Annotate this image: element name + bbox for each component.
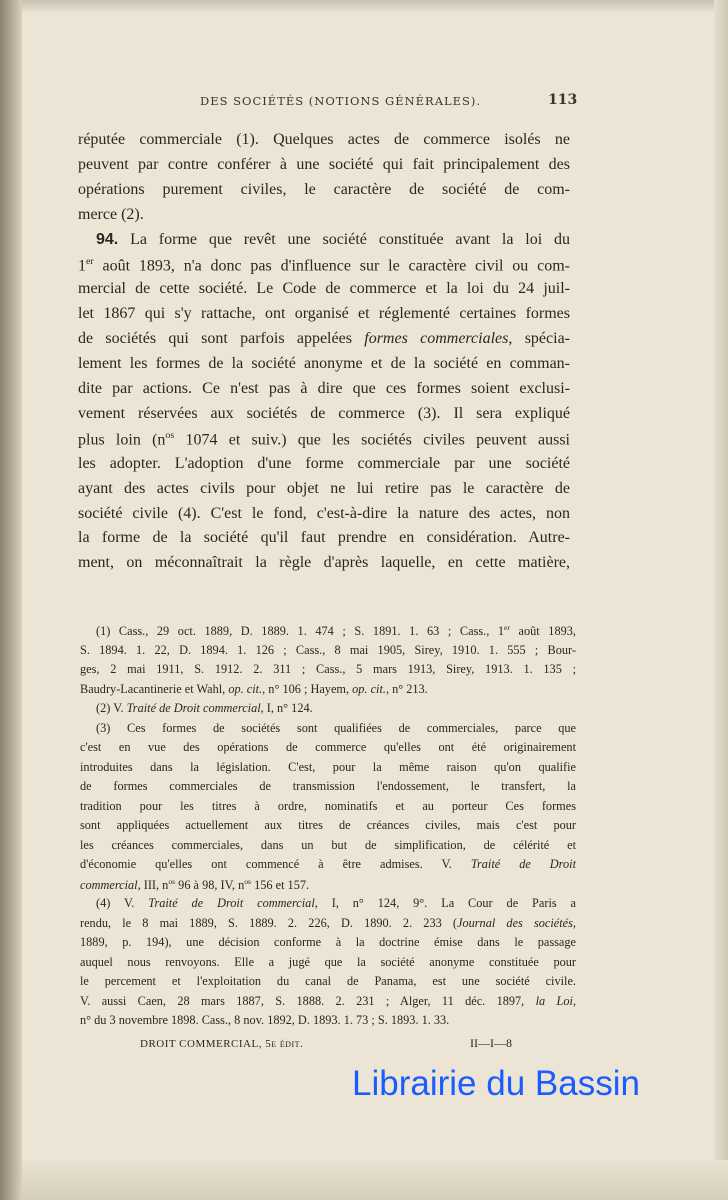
- text-segment: peuvent par contre conférer à une société qui fait principalement des: [78, 155, 570, 173]
- text-segment: (4) V.: [96, 896, 149, 910]
- text-segment: , n° 213.: [385, 681, 428, 696]
- text-segment: n° du 3 novembre 1898. Cass., 8 nov. 1892, D. 1893. 1. 73 ; S. 1893. 1. 33.: [80, 1013, 450, 1027]
- text-segment: ment, on méconnaîtrait la règle d'après laquelle, en cette matière,: [78, 554, 570, 572]
- footnote-line: [80, 662, 576, 680]
- top-page-edge: [22, 0, 728, 12]
- text-segment: , I, n° 124, 9°. La Cour de Paris a: [314, 896, 576, 910]
- text-segment: , spécia-: [508, 330, 570, 348]
- text-segment: ,: [572, 993, 576, 1008]
- italic-text: op. cit.: [352, 681, 386, 696]
- text-segment: tradition pour les titres à ordre, nominatifs et au porteur Ces formes: [80, 798, 576, 813]
- text-segment: mercial de cette société. Le Code de commerce et la loi du 24 juil-: [78, 280, 570, 298]
- footnote-line: [96, 721, 576, 739]
- bottom-page-edge: [22, 1160, 728, 1200]
- footnote-line: [80, 643, 576, 661]
- footnote-line: [80, 760, 576, 778]
- text-line: [78, 156, 570, 178]
- footnote-line: [96, 623, 576, 641]
- italic-text: Traité de Droit: [470, 857, 576, 871]
- text-segment: dite par actions. Ce n'est pas à dire que ces formes soient exclusi-: [78, 380, 570, 397]
- italic-text: commercial: [80, 877, 138, 892]
- text-segment: opérations purement civiles, le caractère de société de com-: [78, 180, 570, 198]
- text-line: [78, 455, 570, 477]
- text-segment: let 1867 qui s'y rattache, ont organisé et réglementé certaines formes: [78, 305, 570, 323]
- text-segment: plus loin (n: [78, 431, 166, 449]
- footnote-line: [80, 838, 576, 856]
- text-segment: la forme de la société qu'il faut prendre en considération. Autre-: [78, 529, 570, 547]
- text-segment: le percement et l'exploitation du canal de Panama, est une société civile.: [80, 974, 576, 988]
- text-segment: merce (2).: [78, 205, 144, 223]
- text-segment: , n° 106 ; Hayem,: [262, 681, 353, 696]
- text-line: [78, 505, 570, 527]
- text-segment: sont appliquées actuellement aux titres de créances civiles, mais c'est pour: [80, 818, 576, 832]
- text-segment: ayant des actes civils pour objet ne lui retire pas le caractère de: [78, 479, 570, 497]
- superscript: os: [165, 429, 175, 441]
- footnote-line: [80, 955, 576, 973]
- footnote-line: [96, 896, 576, 914]
- italic-text: la Loi: [535, 993, 573, 1008]
- text-line: [78, 480, 570, 502]
- italic-text: formes commerciales: [364, 330, 509, 348]
- superscript: er: [504, 623, 510, 632]
- italic-text: op. cit.: [228, 681, 263, 696]
- text-segment: 1: [78, 256, 86, 274]
- text-segment: V. aussi Caen, 28 mars 1887, S. 1888. 2. 231 ; Alger, 11 déc. 1897,: [80, 993, 536, 1008]
- footnote-line: [80, 682, 576, 700]
- text-segment: ges, 2 mai 1911, S. 1912. 2. 311 ; Cass., 5 mars 1913, Sirey, 1913. 1. 135 ;: [80, 662, 576, 676]
- footnote-line: [80, 916, 576, 934]
- text-line: [96, 231, 570, 253]
- text-line: [78, 305, 570, 327]
- text-segment: 1889, p. 194), une décision conforme à la doctrine émise dans le passage: [80, 935, 576, 949]
- text-segment: rendu, le 8 mai 1889, S. 1889. 2. 226, D. 1890. 2. 233 (: [80, 915, 458, 930]
- text-segment: (1) Cass., 29 oct. 1889, D. 1889. 1. 474 ; S. 1891. 1. 63 ; Cass., 1: [96, 624, 505, 639]
- text-segment: auquel nous renvoyons. Elle a jugé que la société anonyme constituée pour: [80, 954, 576, 969]
- watermark: Librairie du Bassin: [352, 1064, 640, 1103]
- text-line: [78, 355, 570, 377]
- text-segment: ,: [572, 915, 576, 930]
- footnote-line: [96, 701, 576, 719]
- superscript: os: [244, 876, 252, 886]
- page-stack-edge: [0, 0, 22, 1200]
- text-segment: réputée commerciale (1). Quelques actes de commerce isolés ne: [78, 131, 570, 148]
- footnote-line: [80, 877, 576, 895]
- footnote-line: [80, 740, 576, 758]
- footnote-line: [80, 857, 576, 875]
- text-segment: août 1893,: [509, 624, 576, 639]
- text-segment: société civile (4). C'est le fond, c'est-à-dire la nature des actes, non: [78, 504, 570, 522]
- footnote-line: [80, 974, 576, 992]
- text-line: [78, 256, 570, 278]
- text-segment: août 1893, n'a donc pas d'influence sur le caractère civil ou com-: [93, 256, 570, 274]
- text-line: [78, 430, 570, 452]
- italic-text: Traité de Droit commercial: [148, 896, 315, 910]
- text-line: [78, 206, 570, 228]
- text-line: [78, 380, 570, 402]
- signature-line: DROIT COMMERCIAL, 5e édit.: [140, 1038, 304, 1050]
- section-number: 94.: [96, 230, 119, 248]
- right-page-edge: [714, 0, 728, 1200]
- text-segment: de sociétés qui sont parfois appelées: [78, 330, 365, 348]
- text-segment: , III, n: [137, 877, 169, 892]
- text-segment: d'économie qu'elles ont commencé à être admises. V.: [80, 857, 471, 871]
- text-segment: lement les formes de la société anonyme et de la société en comman-: [78, 355, 570, 373]
- text-segment: 156 et 157.: [251, 877, 310, 892]
- text-segment: de formes commerciales de transmission l'endossement, le transfert, la: [80, 779, 576, 793]
- text-segment: les créances commerciales, dans un but de simplification, de célérité et: [80, 837, 576, 852]
- superscript: os: [168, 876, 176, 886]
- footnote-line: [80, 818, 576, 836]
- footnote-line: [80, 935, 576, 953]
- text-line: [78, 405, 570, 427]
- text-line: [78, 181, 570, 203]
- italic-text: Journal des sociétés: [457, 915, 573, 930]
- footnote-line: [80, 994, 576, 1012]
- text-segment: (2) V.: [96, 701, 127, 715]
- text-segment: Baudry-Lacantinerie et Wahl,: [80, 681, 229, 696]
- footnote-line: [80, 799, 576, 817]
- text-line: [78, 280, 570, 302]
- text-segment: vement réservées aux sociétés de commerce (3). Il sera expliqué: [78, 404, 570, 422]
- text-segment: les adopter. L'adoption d'une forme commerciale par une société: [78, 454, 570, 472]
- text-segment: c'est en vue des opérations de commerce qu'elles ont été originairement: [80, 740, 576, 754]
- text-segment: La forme que revêt une société constituée avant la loi du: [118, 230, 570, 248]
- text-segment: introduites dans la législation. C'est, pour la même raison qu'on qualifie: [80, 759, 576, 774]
- text-segment: 1074 et suiv.) que les sociétés civiles peuvent aussi: [174, 431, 570, 449]
- sheet-mark: II—I—8: [470, 1036, 512, 1050]
- text-line: [78, 529, 570, 551]
- text-line: [78, 330, 570, 352]
- italic-text: Traité de Droit commercial: [126, 701, 261, 715]
- text-segment: S. 1894. 1. 22, D. 1894. 1. 126 ; Cass., 8 mai 1905, Sirey, 1910. 1. 555 ; Bour-: [80, 642, 576, 657]
- superscript: er: [86, 255, 94, 267]
- text-line: [78, 131, 570, 153]
- running-title: DES SOCIÉTÉS (NOTIONS GÉNÉRALES).: [200, 94, 482, 108]
- text-line: [78, 554, 570, 576]
- text-segment: 96 à 98, IV, n: [175, 877, 245, 892]
- footnote-line: [80, 779, 576, 797]
- text-segment: , I, n° 124.: [260, 701, 313, 715]
- page-number: 113: [548, 92, 578, 108]
- footnote-line: [80, 1013, 576, 1031]
- text-segment: (3) Ces formes de sociétés sont qualifiées de commerciales, parce que: [96, 720, 576, 735]
